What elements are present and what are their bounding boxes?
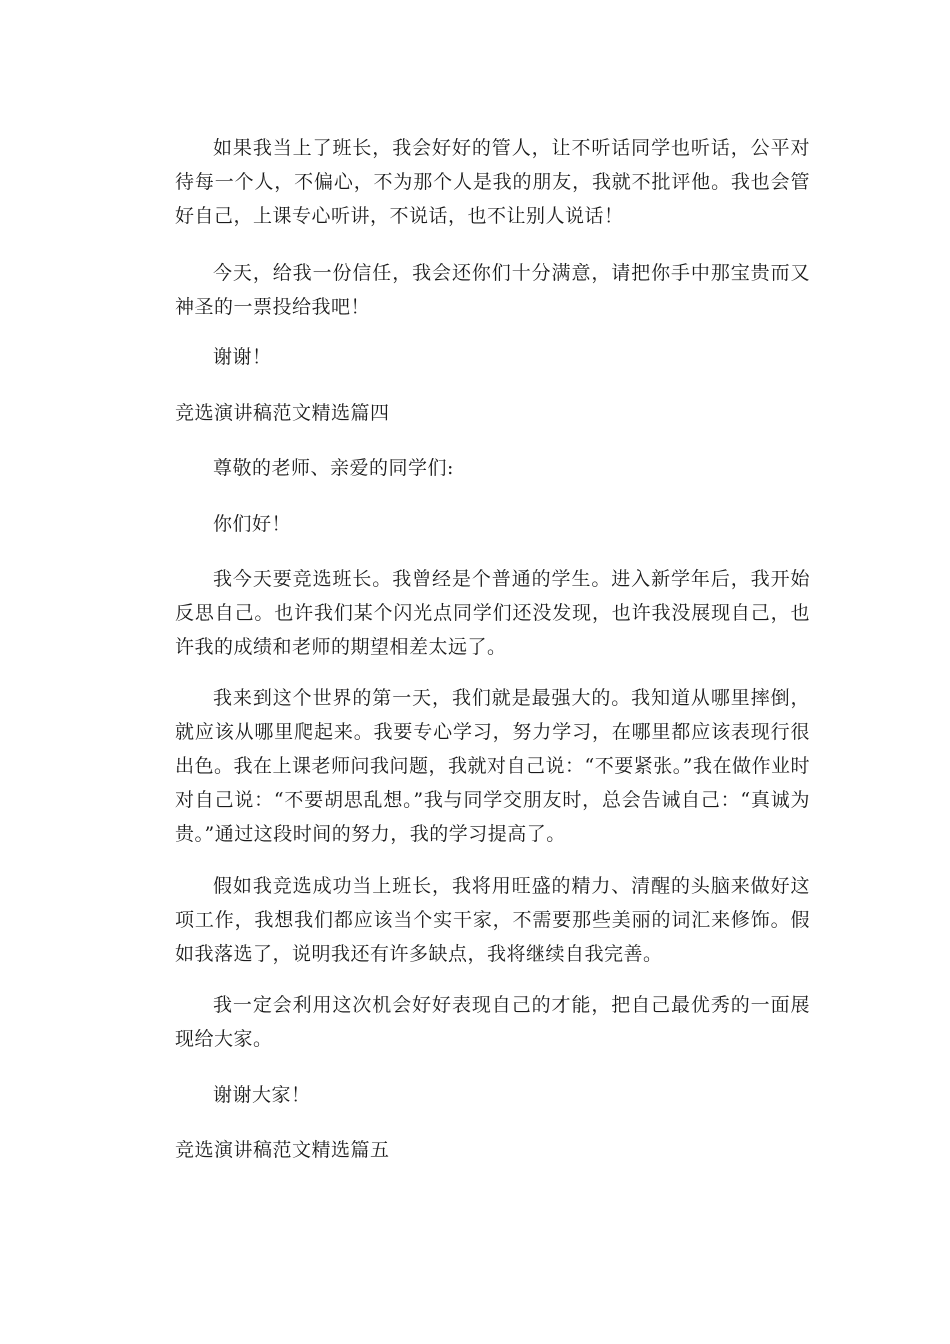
paragraph-thanks: 谢谢！ xyxy=(213,346,272,368)
paragraph-self-reflection: 我今天要竞选班长。我曾经是个普通的学生。进入新学年后，我开始反思自己。也许我们某个闪光点同学们还没发现，也许我没展现自己，也许我的成绩和老师的期望相差太远了。 xyxy=(175,568,810,658)
paragraph-greeting: 尊敬的老师、亲爱的同学们: xyxy=(213,457,454,479)
paragraph-opportunity: 我一定会利用这次机会好好表现自己的才能，把自己最优秀的一面展现给大家。 xyxy=(175,994,810,1050)
paragraph-effort: 我来到这个世界的第一天，我们就是最强大的。我知道从哪里摔倒，就应该从哪里爬起来。我要专心学习，努力学习，在哪里都应该表现行很出色。我在上课老师问我问题，我就对自己说：“不要紧张。”我在做作业时对自己说：“不要胡思乱想。”我与同学交朋友时，总会告诫自己：“真诚为贵。”通过这段时间的努力，我的学习提高了。 xyxy=(175,687,810,845)
paragraph-hello: 你们好！ xyxy=(213,513,292,535)
paragraph-monitor-promise: 如果我当上了班长，我会好好的管人，让不听话同学也听话，公平对待每一个人，不偏心，不为那个人是我的朋友，我就不批评他。我也会管好自己，上课专心听讲，不说话，也不让别人说话！ xyxy=(175,137,810,227)
section-heading-5: 竞选演讲稿范文精选篇五 xyxy=(175,1139,390,1161)
paragraph-thanks-all: 谢谢大家！ xyxy=(213,1084,311,1106)
paragraph-vote-request: 今天，给我一份信任，我会还你们十分满意，请把你手中那宝贵而又神圣的一票投给我吧！ xyxy=(175,262,810,318)
section-heading-4: 竞选演讲稿范文精选篇四 xyxy=(175,402,390,424)
paragraph-if-elected: 假如我竞选成功当上班长，我将用旺盛的精力、清醒的头脑来做好这项工作，我想我们都应该当个实干家，不需要那些美丽的词汇来修饰。假如我落选了，说明我还有许多缺点，我将继续自我完善。 xyxy=(175,875,810,965)
